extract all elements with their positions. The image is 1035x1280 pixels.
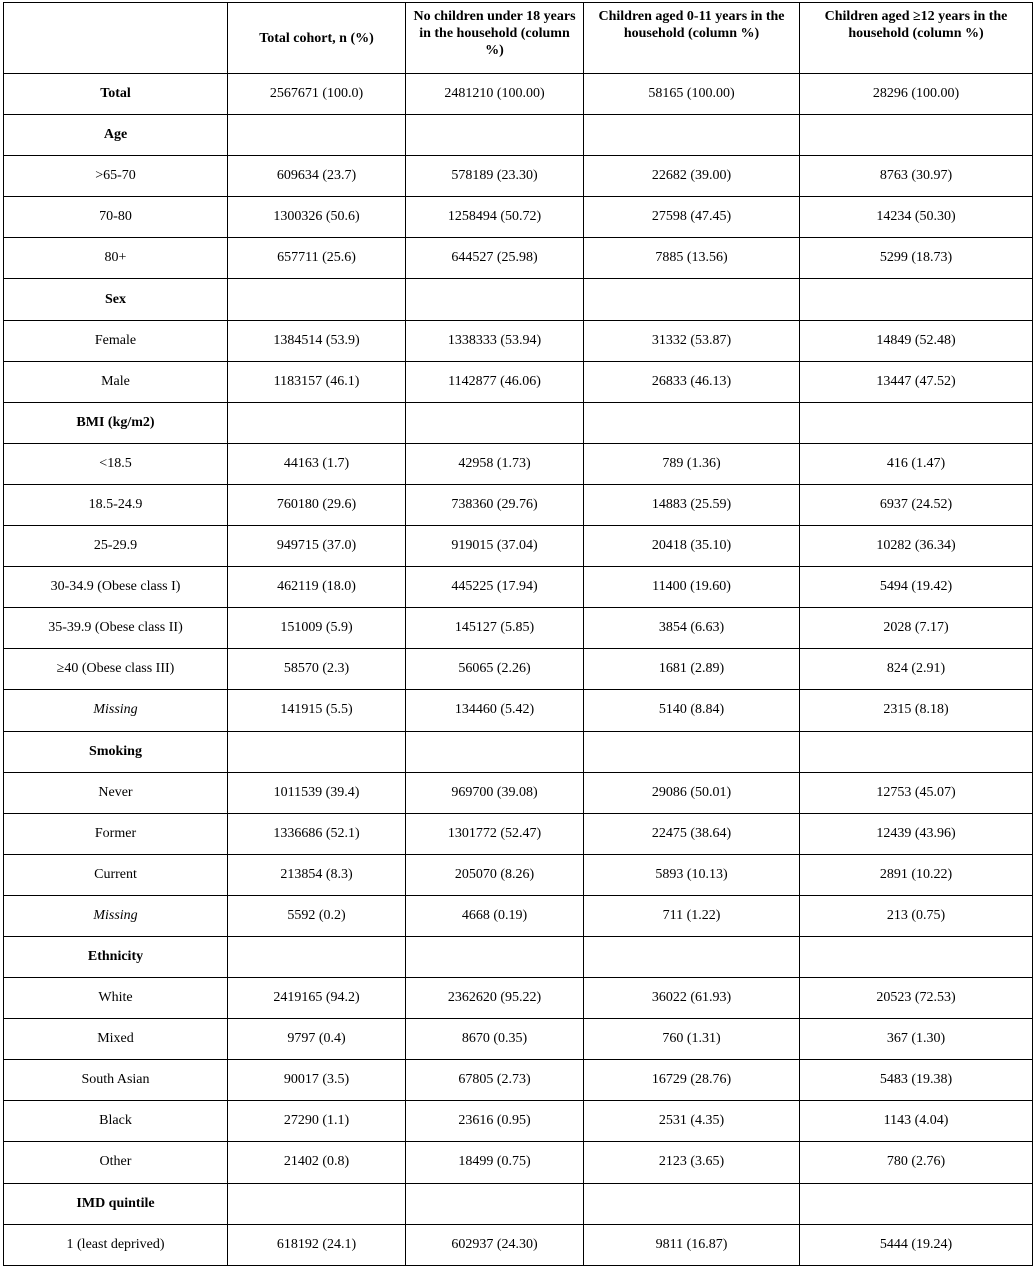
row-label-cell: <18.5 [4,443,228,484]
table-row [4,74,1033,115]
total-cohort-cell: 1300326 (50.6) [228,197,406,238]
children-12-plus-cell [800,936,1033,977]
table-row [4,443,1033,484]
total-cohort-cell: 760180 (29.6) [228,484,406,525]
children-0-11-cell [584,402,800,443]
children-0-11-cell: 29086 (50.01) [584,772,800,813]
table-row [4,361,1033,402]
row-label-cell: Black [4,1101,228,1142]
no-children-cell: 919015 (37.04) [406,526,584,567]
children-0-11-cell: 16729 (28.76) [584,1060,800,1101]
total-cohort-cell: 213854 (8.3) [228,854,406,895]
row-label-cell: Missing [4,690,228,731]
table-row [4,1101,1033,1142]
table-row [4,978,1033,1019]
no-children-cell [406,1183,584,1224]
children-0-11-cell: 14883 (25.59) [584,484,800,525]
no-children-cell [406,936,584,977]
total-cohort-cell: 58570 (2.3) [228,649,406,690]
table-row [4,484,1033,525]
children-12-plus-cell: 14849 (52.48) [800,320,1033,361]
total-cohort-cell: 90017 (3.5) [228,1060,406,1101]
header-children-0-11: Children aged 0-11 years in the household (column %) [584,3,800,74]
total-cohort-cell [228,1183,406,1224]
header-total-cohort: Total cohort, n (%) [228,3,406,74]
children-0-11-cell: 58165 (100.00) [584,74,800,115]
table-row [4,1224,1033,1265]
table-row [4,1060,1033,1101]
children-12-plus-cell: 824 (2.91) [800,649,1033,690]
total-cohort-cell: 151009 (5.9) [228,608,406,649]
no-children-cell: 18499 (0.75) [406,1142,584,1183]
total-cohort-cell [228,402,406,443]
no-children-cell: 644527 (25.98) [406,238,584,279]
no-children-cell: 969700 (39.08) [406,772,584,813]
children-0-11-cell [584,1183,800,1224]
header-empty-cell [4,3,228,74]
row-label-cell: South Asian [4,1060,228,1101]
children-12-plus-cell: 416 (1.47) [800,443,1033,484]
children-0-11-cell: 22475 (38.64) [584,813,800,854]
children-12-plus-cell: 2315 (8.18) [800,690,1033,731]
table-row [4,1019,1033,1060]
no-children-cell: 67805 (2.73) [406,1060,584,1101]
table-row [4,1183,1033,1224]
children-12-plus-cell: 20523 (72.53) [800,978,1033,1019]
children-0-11-cell: 26833 (46.13) [584,361,800,402]
no-children-cell: 1338333 (53.94) [406,320,584,361]
children-0-11-cell: 36022 (61.93) [584,978,800,1019]
table-header-row [4,3,1033,74]
row-label-cell: BMI (kg/m2) [4,402,228,443]
no-children-cell: 2362620 (95.22) [406,978,584,1019]
children-12-plus-cell: 12753 (45.07) [800,772,1033,813]
row-label-cell: ≥40 (Obese class III) [4,649,228,690]
children-12-plus-cell: 5299 (18.73) [800,238,1033,279]
row-label-cell: Missing [4,895,228,936]
children-0-11-cell: 1681 (2.89) [584,649,800,690]
total-cohort-cell [228,936,406,977]
no-children-cell [406,115,584,156]
no-children-cell: 578189 (23.30) [406,156,584,197]
no-children-cell: 602937 (24.30) [406,1224,584,1265]
children-12-plus-cell: 14234 (50.30) [800,197,1033,238]
row-label-cell: Other [4,1142,228,1183]
total-cohort-cell: 27290 (1.1) [228,1101,406,1142]
children-0-11-cell: 760 (1.31) [584,1019,800,1060]
table-row [4,526,1033,567]
row-label-cell: White [4,978,228,1019]
total-cohort-cell: 9797 (0.4) [228,1019,406,1060]
children-0-11-cell [584,731,800,772]
row-label-cell: Ethnicity [4,936,228,977]
header-no-children: No children under 18 years in the household (column %) [406,3,584,74]
children-0-11-cell: 9811 (16.87) [584,1224,800,1265]
no-children-cell: 1258494 (50.72) [406,197,584,238]
children-0-11-cell [584,279,800,320]
table-row [4,238,1033,279]
children-0-11-cell [584,115,800,156]
children-12-plus-cell [800,402,1033,443]
no-children-cell: 8670 (0.35) [406,1019,584,1060]
table-row [4,402,1033,443]
children-0-11-cell: 27598 (47.45) [584,197,800,238]
row-label-cell: 80+ [4,238,228,279]
children-12-plus-cell: 5483 (19.38) [800,1060,1033,1101]
children-12-plus-cell: 28296 (100.00) [800,74,1033,115]
children-12-plus-cell: 5444 (19.24) [800,1224,1033,1265]
row-label-cell: Age [4,115,228,156]
no-children-cell: 205070 (8.26) [406,854,584,895]
children-12-plus-cell: 12439 (43.96) [800,813,1033,854]
children-12-plus-cell: 6937 (24.52) [800,484,1033,525]
table-row [4,279,1033,320]
row-label-cell: Male [4,361,228,402]
no-children-cell: 42958 (1.73) [406,443,584,484]
children-12-plus-cell: 8763 (30.97) [800,156,1033,197]
total-cohort-cell [228,731,406,772]
total-cohort-cell: 2567671 (100.0) [228,74,406,115]
row-label-cell: Sex [4,279,228,320]
no-children-cell: 134460 (5.42) [406,690,584,731]
table-row [4,731,1033,772]
children-0-11-cell: 31332 (53.87) [584,320,800,361]
total-cohort-cell: 609634 (23.7) [228,156,406,197]
row-label-cell: Current [4,854,228,895]
children-12-plus-cell: 1143 (4.04) [800,1101,1033,1142]
table-row [4,854,1033,895]
children-12-plus-cell: 367 (1.30) [800,1019,1033,1060]
children-0-11-cell: 11400 (19.60) [584,567,800,608]
no-children-cell: 738360 (29.76) [406,484,584,525]
children-0-11-cell: 2531 (4.35) [584,1101,800,1142]
total-cohort-cell: 1336686 (52.1) [228,813,406,854]
children-0-11-cell: 3854 (6.63) [584,608,800,649]
no-children-cell [406,279,584,320]
row-label-cell: >65-70 [4,156,228,197]
children-12-plus-cell: 13447 (47.52) [800,361,1033,402]
row-label-cell: 30-34.9 (Obese class I) [4,567,228,608]
total-cohort-cell: 44163 (1.7) [228,443,406,484]
table-row [4,197,1033,238]
table-row [4,936,1033,977]
children-0-11-cell: 22682 (39.00) [584,156,800,197]
children-0-11-cell [584,936,800,977]
row-label-cell: Never [4,772,228,813]
table-body [4,74,1033,1266]
row-label-cell: 18.5-24.9 [4,484,228,525]
row-label-cell: 35-39.9 (Obese class II) [4,608,228,649]
table-row [4,608,1033,649]
total-cohort-cell: 949715 (37.0) [228,526,406,567]
table-row [4,156,1033,197]
children-12-plus-cell: 213 (0.75) [800,895,1033,936]
no-children-cell: 56065 (2.26) [406,649,584,690]
table-row [4,320,1033,361]
no-children-cell: 23616 (0.95) [406,1101,584,1142]
no-children-cell [406,731,584,772]
table-row [4,567,1033,608]
cohort-table [3,2,1033,1266]
children-12-plus-cell [800,279,1033,320]
row-label-cell: Total [4,74,228,115]
row-label-cell: Former [4,813,228,854]
total-cohort-cell: 618192 (24.1) [228,1224,406,1265]
total-cohort-cell: 1183157 (46.1) [228,361,406,402]
children-12-plus-cell: 2891 (10.22) [800,854,1033,895]
table-row [4,649,1033,690]
children-0-11-cell: 5893 (10.13) [584,854,800,895]
total-cohort-cell: 1011539 (39.4) [228,772,406,813]
children-0-11-cell: 711 (1.22) [584,895,800,936]
no-children-cell: 1142877 (46.06) [406,361,584,402]
table-row [4,772,1033,813]
no-children-cell [406,402,584,443]
row-label-cell: 25-29.9 [4,526,228,567]
table-row [4,115,1033,156]
no-children-cell: 4668 (0.19) [406,895,584,936]
table-row [4,895,1033,936]
total-cohort-cell: 5592 (0.2) [228,895,406,936]
children-0-11-cell: 789 (1.36) [584,443,800,484]
total-cohort-cell: 1384514 (53.9) [228,320,406,361]
children-12-plus-cell [800,1183,1033,1224]
children-0-11-cell: 2123 (3.65) [584,1142,800,1183]
no-children-cell: 1301772 (52.47) [406,813,584,854]
row-label-cell: Female [4,320,228,361]
header-children-12-plus: Children aged ≥12 years in the household (column %) [800,3,1033,74]
row-label-cell: 70-80 [4,197,228,238]
total-cohort-cell [228,115,406,156]
total-cohort-cell: 462119 (18.0) [228,567,406,608]
total-cohort-cell [228,279,406,320]
row-label-cell: Mixed [4,1019,228,1060]
row-label-cell: 1 (least deprived) [4,1224,228,1265]
children-12-plus-cell [800,115,1033,156]
total-cohort-cell: 21402 (0.8) [228,1142,406,1183]
children-12-plus-cell [800,731,1033,772]
total-cohort-cell: 657711 (25.6) [228,238,406,279]
row-label-cell: IMD quintile [4,1183,228,1224]
children-12-plus-cell: 10282 (36.34) [800,526,1033,567]
children-0-11-cell: 20418 (35.10) [584,526,800,567]
total-cohort-cell: 141915 (5.5) [228,690,406,731]
row-label-cell: Smoking [4,731,228,772]
table-row [4,690,1033,731]
children-0-11-cell: 7885 (13.56) [584,238,800,279]
children-12-plus-cell: 5494 (19.42) [800,567,1033,608]
no-children-cell: 2481210 (100.00) [406,74,584,115]
total-cohort-cell: 2419165 (94.2) [228,978,406,1019]
no-children-cell: 445225 (17.94) [406,567,584,608]
table-row [4,813,1033,854]
no-children-cell: 145127 (5.85) [406,608,584,649]
children-12-plus-cell: 780 (2.76) [800,1142,1033,1183]
children-0-11-cell: 5140 (8.84) [584,690,800,731]
table-row [4,1142,1033,1183]
children-12-plus-cell: 2028 (7.17) [800,608,1033,649]
